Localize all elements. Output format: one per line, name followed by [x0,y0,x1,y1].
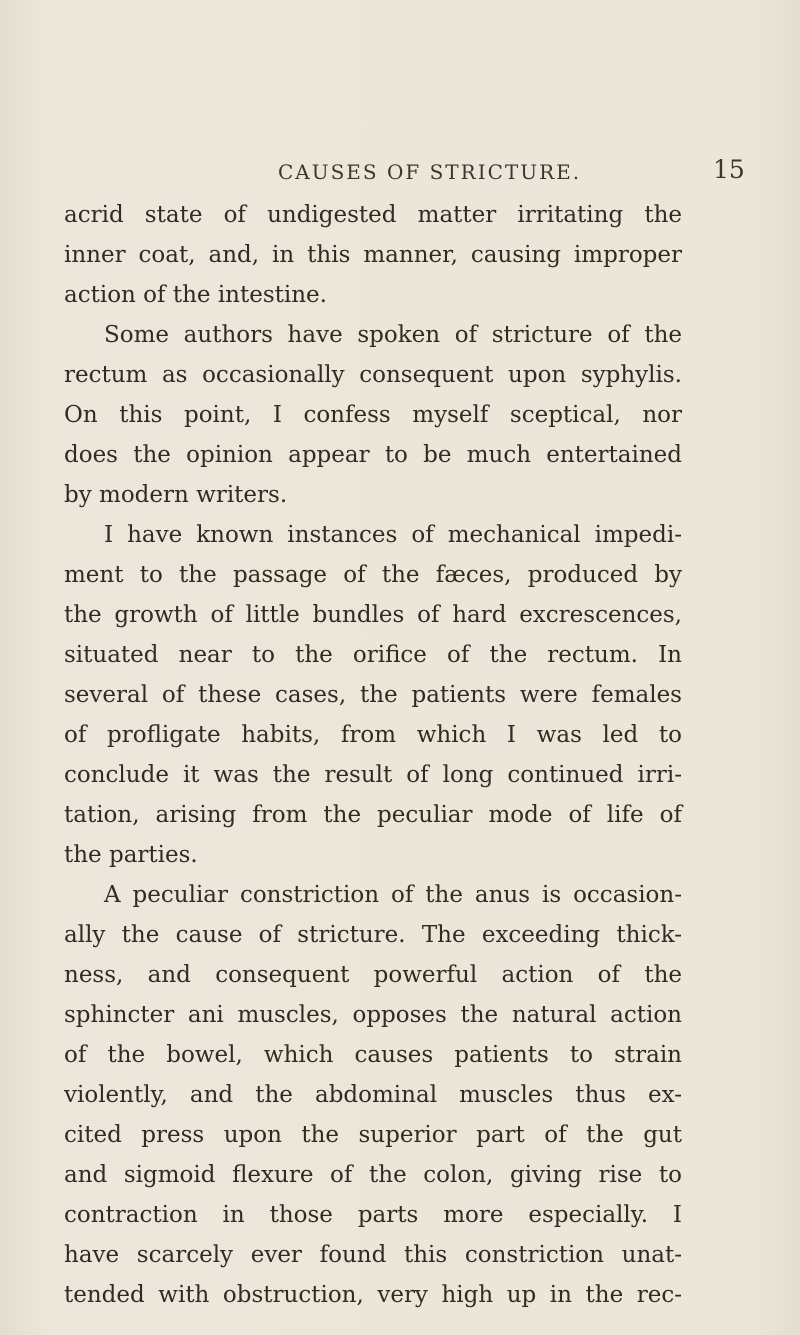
text-line: ness, and consequent powerful action of the [64,962,682,988]
text-line: the growth of little bundles of hard excrescences, [64,602,682,628]
text-line: by modern writers. [64,482,288,508]
text-line: of the bowel, which causes patients to strain [64,1042,682,1068]
text-line: sphincter ani muscles, opposes the natural action [64,1002,682,1028]
text-line: rectum as occasionally consequent upon syphylis. [64,362,682,388]
text-line: A peculiar constriction of the anus is occasion- [104,882,682,908]
text-line: cited press upon the superior part of the gut [64,1122,682,1148]
text-line: does the opinion appear to be much entertained [64,442,682,468]
text-line: ment to the passage of the fæces, produced by [64,562,682,588]
running-title: CAUSES OF STRICTURE. [278,160,582,184]
text-line: tended with obstruction, very high up in the rec- [64,1282,682,1308]
text-line: tation, arising from the peculiar mode of life of [64,802,682,828]
text-line: conclude it was the result of long continued irri- [64,762,682,788]
text-line: I have known instances of mechanical impedi- [104,522,682,548]
text-line: contraction in those parts more especially. I [64,1202,682,1228]
text-line: ally the cause of stricture. The exceeding thick- [64,922,682,948]
text-line: violently, and the abdominal muscles thus ex- [64,1082,682,1108]
text-line: On this point, I confess myself sceptical, nor [64,402,682,428]
text-line: and sigmoid flexure of the colon, giving rise to [64,1162,682,1188]
text-line: acrid state of undigested matter irritating the [64,202,682,228]
text-line: inner coat, and, in this manner, causing improper [64,242,682,268]
text-line: Some authors have spoken of stricture of the [104,322,682,348]
text-line: have scarcely ever found this constriction unat- [64,1242,682,1268]
text-line: action of the intestine. [64,282,327,308]
text-line: the parties. [64,842,198,868]
text-line: situated near to the orifice of the rectum. In [64,642,682,668]
text-line: of profligate habits, from which I was led to [64,722,682,748]
page-number: 15 [713,155,745,184]
text-line: several of these cases, the patients were females [64,682,682,708]
